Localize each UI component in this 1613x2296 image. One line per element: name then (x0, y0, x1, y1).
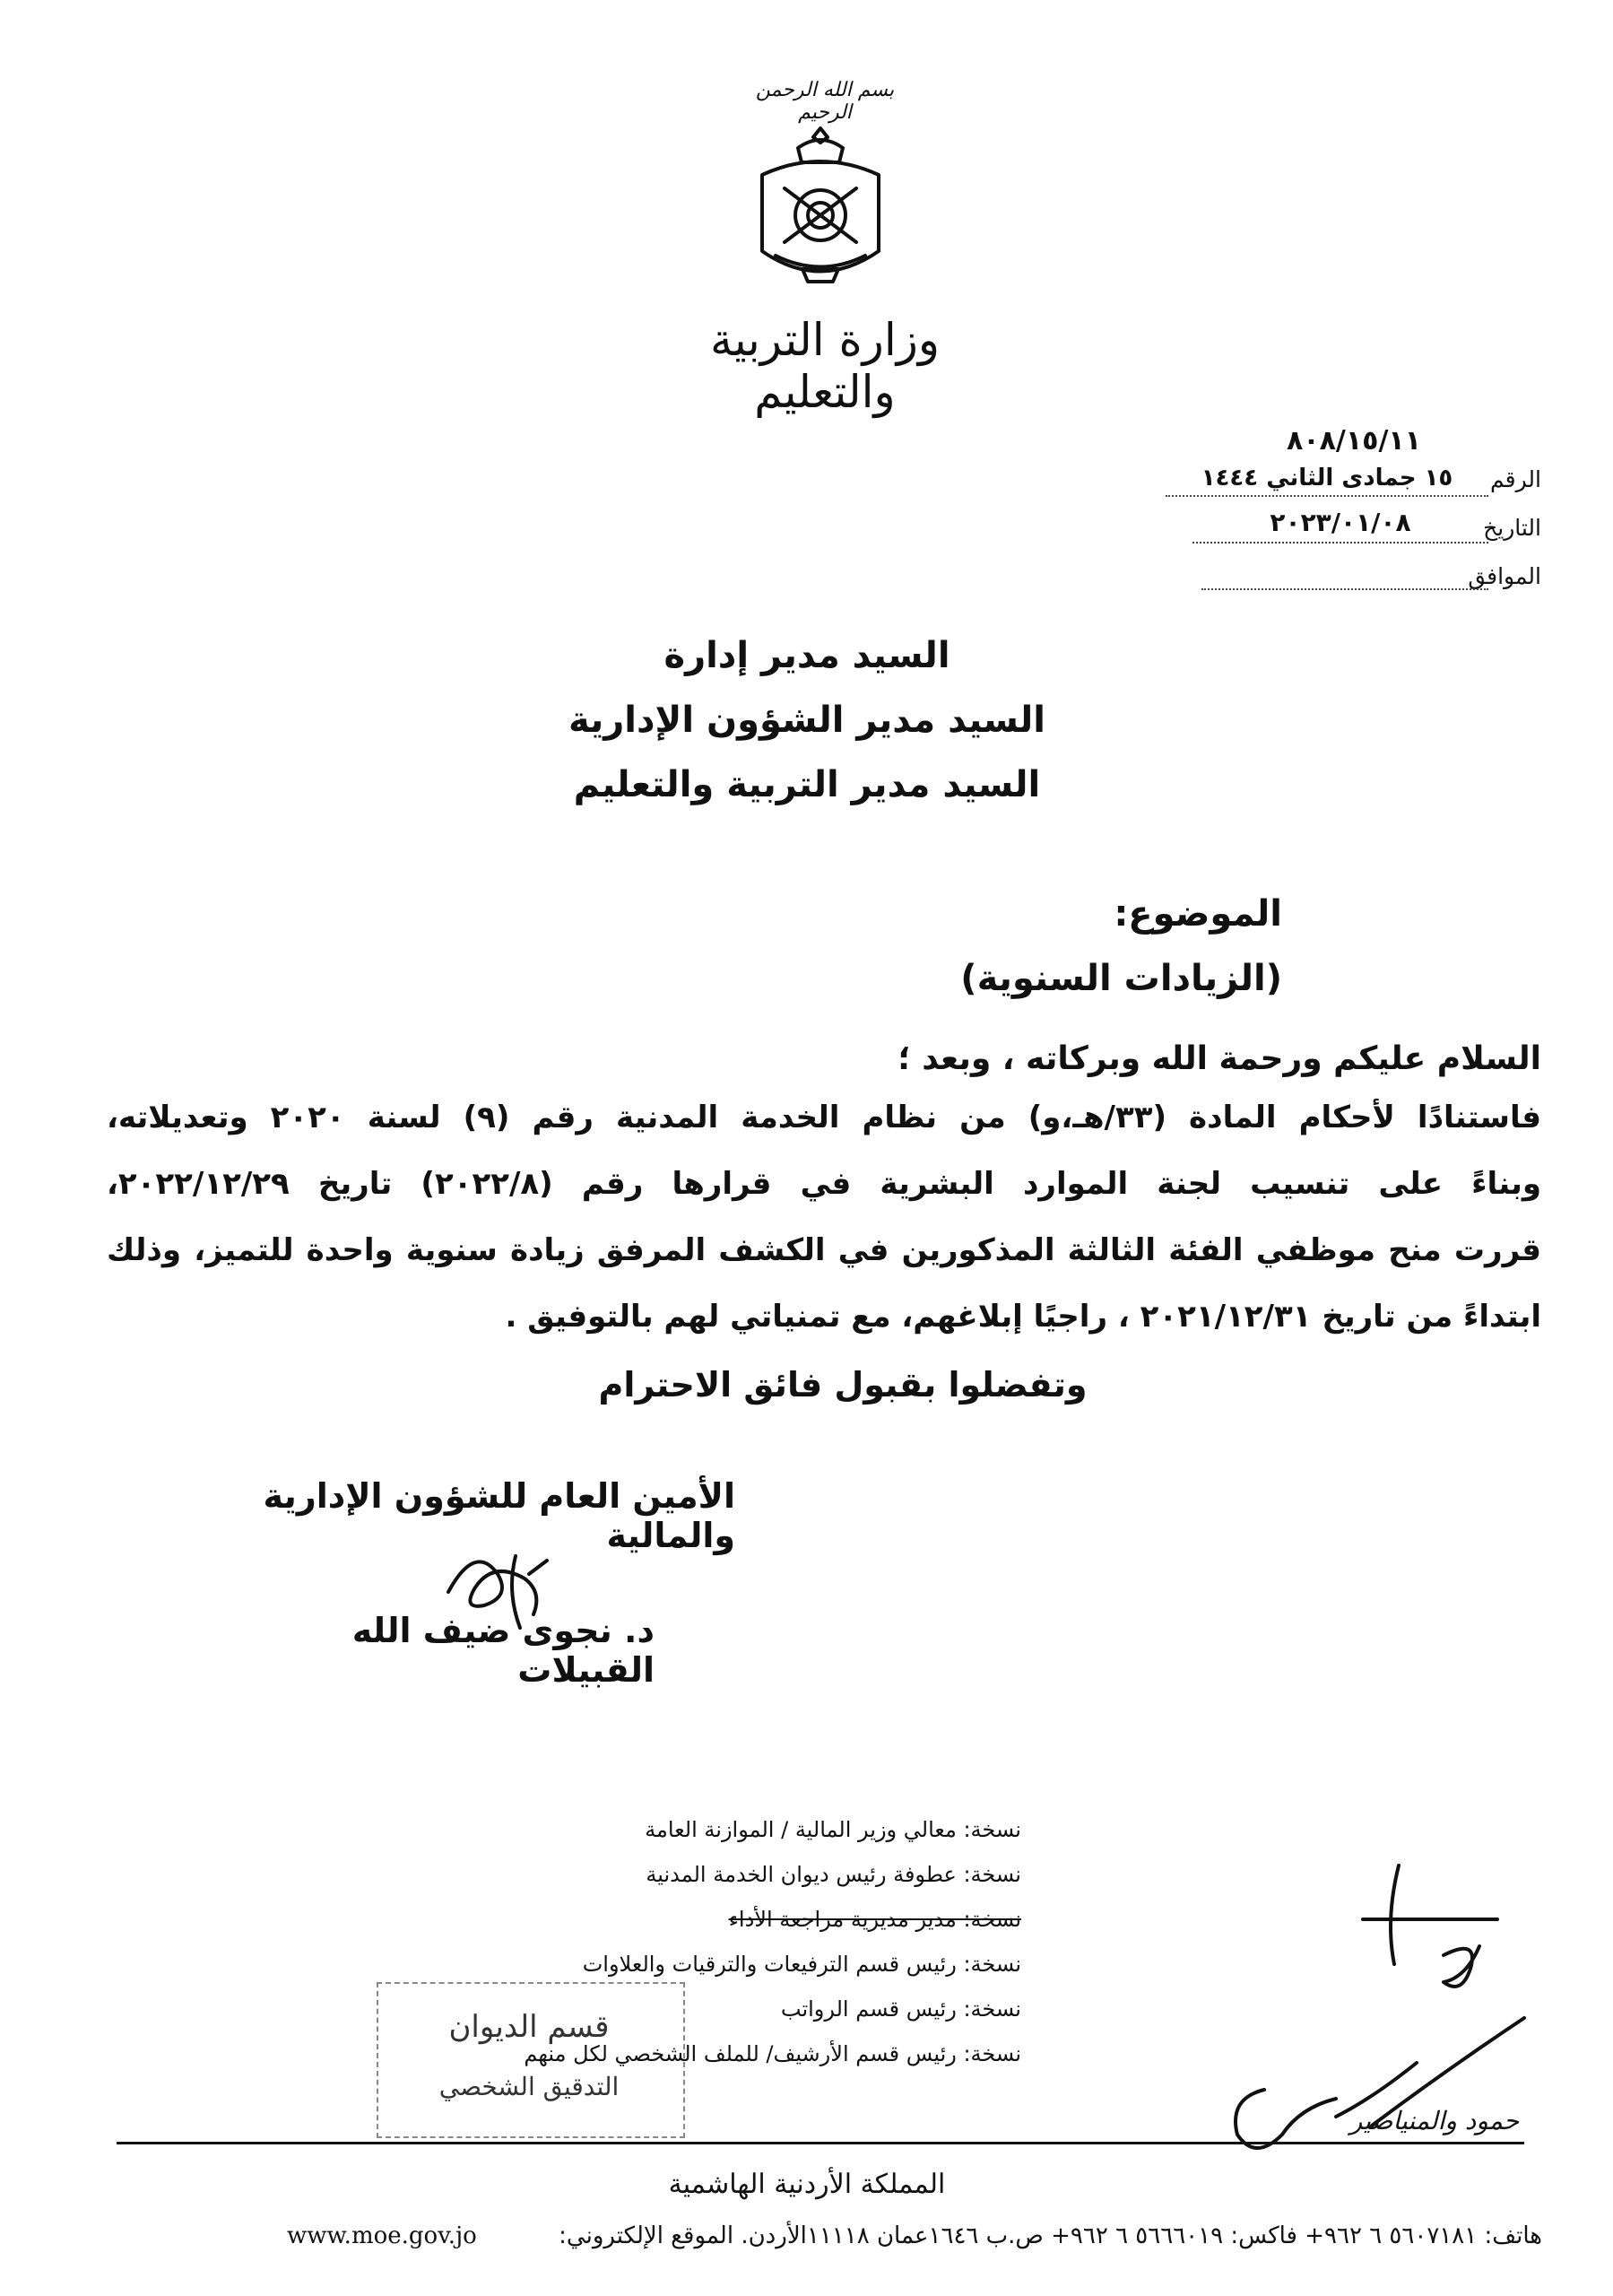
ministry-name: وزارة التربية والتعليم (709, 314, 941, 418)
recipient-3: السيد مدير التربية والتعليم (573, 764, 1041, 805)
body-line-3: قررت منح موظفي الفئة الثالثة المذكورين في الكشف المرفق زيادة سنوية واحدة للتميز، وذلك (107, 1232, 1541, 1268)
reference-number-dots (1166, 495, 1488, 497)
handwritten-initials-icon (1201, 2009, 1542, 2170)
subject-label: الموضوع: (1114, 893, 1282, 935)
royal-crest-icon (735, 121, 906, 291)
corresponding-dots (1201, 588, 1488, 590)
footer-country: المملكة الأردنية الهاشمية (668, 2169, 946, 2200)
hijri-date-value: ١٥ جمادى الثاني ١٤٤٤ (1201, 465, 1453, 491)
date-value: ٢٠٢٣/٠١/٠٨ (1270, 508, 1411, 537)
date-dots (1192, 542, 1488, 544)
body-line-2: وبناءً على تنسيب لجنة الموارد البشرية في قرارها رقم (٢٠٢٢/٨) تاريخ ٢٠٢٢/١٢/٢٩، (107, 1166, 1541, 1202)
reference-number-value: ٨٠٨/١٥/١١ (1286, 425, 1422, 457)
reference-number-label: الرقم (1490, 466, 1541, 492)
stamp-line-2: التدقيق الشخصي (438, 2072, 620, 2101)
cc-line: نسخة: مدير مديرية مراجعة الأداء (728, 1907, 1021, 1932)
recipient-1: السيد مدير إدارة (663, 635, 950, 676)
subject-title: (الزيادات السنوية) (960, 958, 1282, 999)
cc-line: نسخة: رئيس قسم الأرشيف/ للملف الشخصي لكل منهم (524, 2041, 1021, 2066)
body-line-4: ابتداءً من تاريخ ٢٠٢١/١٢/٣١ ، راجيًا إبلاغهم، مع تمنياتي لهم بالتوفيق . (505, 1299, 1541, 1335)
body-line-1: فاستنادًا لأحكام المادة (٣٣/هـ،و) من نظام الخدمة المدنية رقم (٩) لسنة ٢٠٢٠ وتعديلاته، (107, 1100, 1542, 1135)
cc-line: نسخة: رئيس قسم الرواتب (780, 1996, 1021, 2022)
signatory-title: الأمين العام للشؤون الإدارية والمالية (263, 1476, 735, 1555)
handwritten-strike-icon (1345, 1857, 1506, 2018)
bismillah-heading: بسم الله الرحمن الرحيم (755, 79, 895, 124)
closing: وتفضلوا بقبول فائق الاحترام (598, 1365, 1088, 1405)
handwritten-note: حمود والمنياصير (1349, 2106, 1520, 2135)
footer-contact: هاتف: ٥٦٠٧١٨١ ٦ ٩٦٢+ فاكس: ٥٦٦٦٠١٩ ٦ ٩٦٢+ ص.ب ١٦٤٦عمان ١١١١٨الأردن. الموقع الإلكتروني: (559, 2222, 1542, 2249)
footer-divider (117, 2142, 1524, 2144)
date-label: التاريخ (1483, 515, 1541, 541)
stamp-line-1: قسم الديوان (448, 2009, 610, 2045)
recipient-2: السيد مدير الشؤون الإدارية (568, 700, 1045, 741)
corresponding-label: الموافق (1468, 563, 1541, 589)
cc-line: نسخة: معالي وزير المالية / الموازنة العامة (645, 1817, 1021, 1842)
footer-website-link[interactable]: www.moe.gov.jo (287, 2222, 477, 2249)
cc-line: نسخة: رئيس قسم الترفيعات والترقيات والعلاوات (582, 1952, 1021, 1977)
signatory-name: د. نجوى ضيف الله القبيلات (351, 1611, 655, 1690)
stamp-frame (377, 1982, 685, 2138)
cc-line: نسخة: عطوفة رئيس ديوان الخدمة المدنية (646, 1862, 1021, 1887)
greeting: السلام عليكم ورحمة الله وبركاته ، وبعد ؛ (898, 1040, 1541, 1077)
